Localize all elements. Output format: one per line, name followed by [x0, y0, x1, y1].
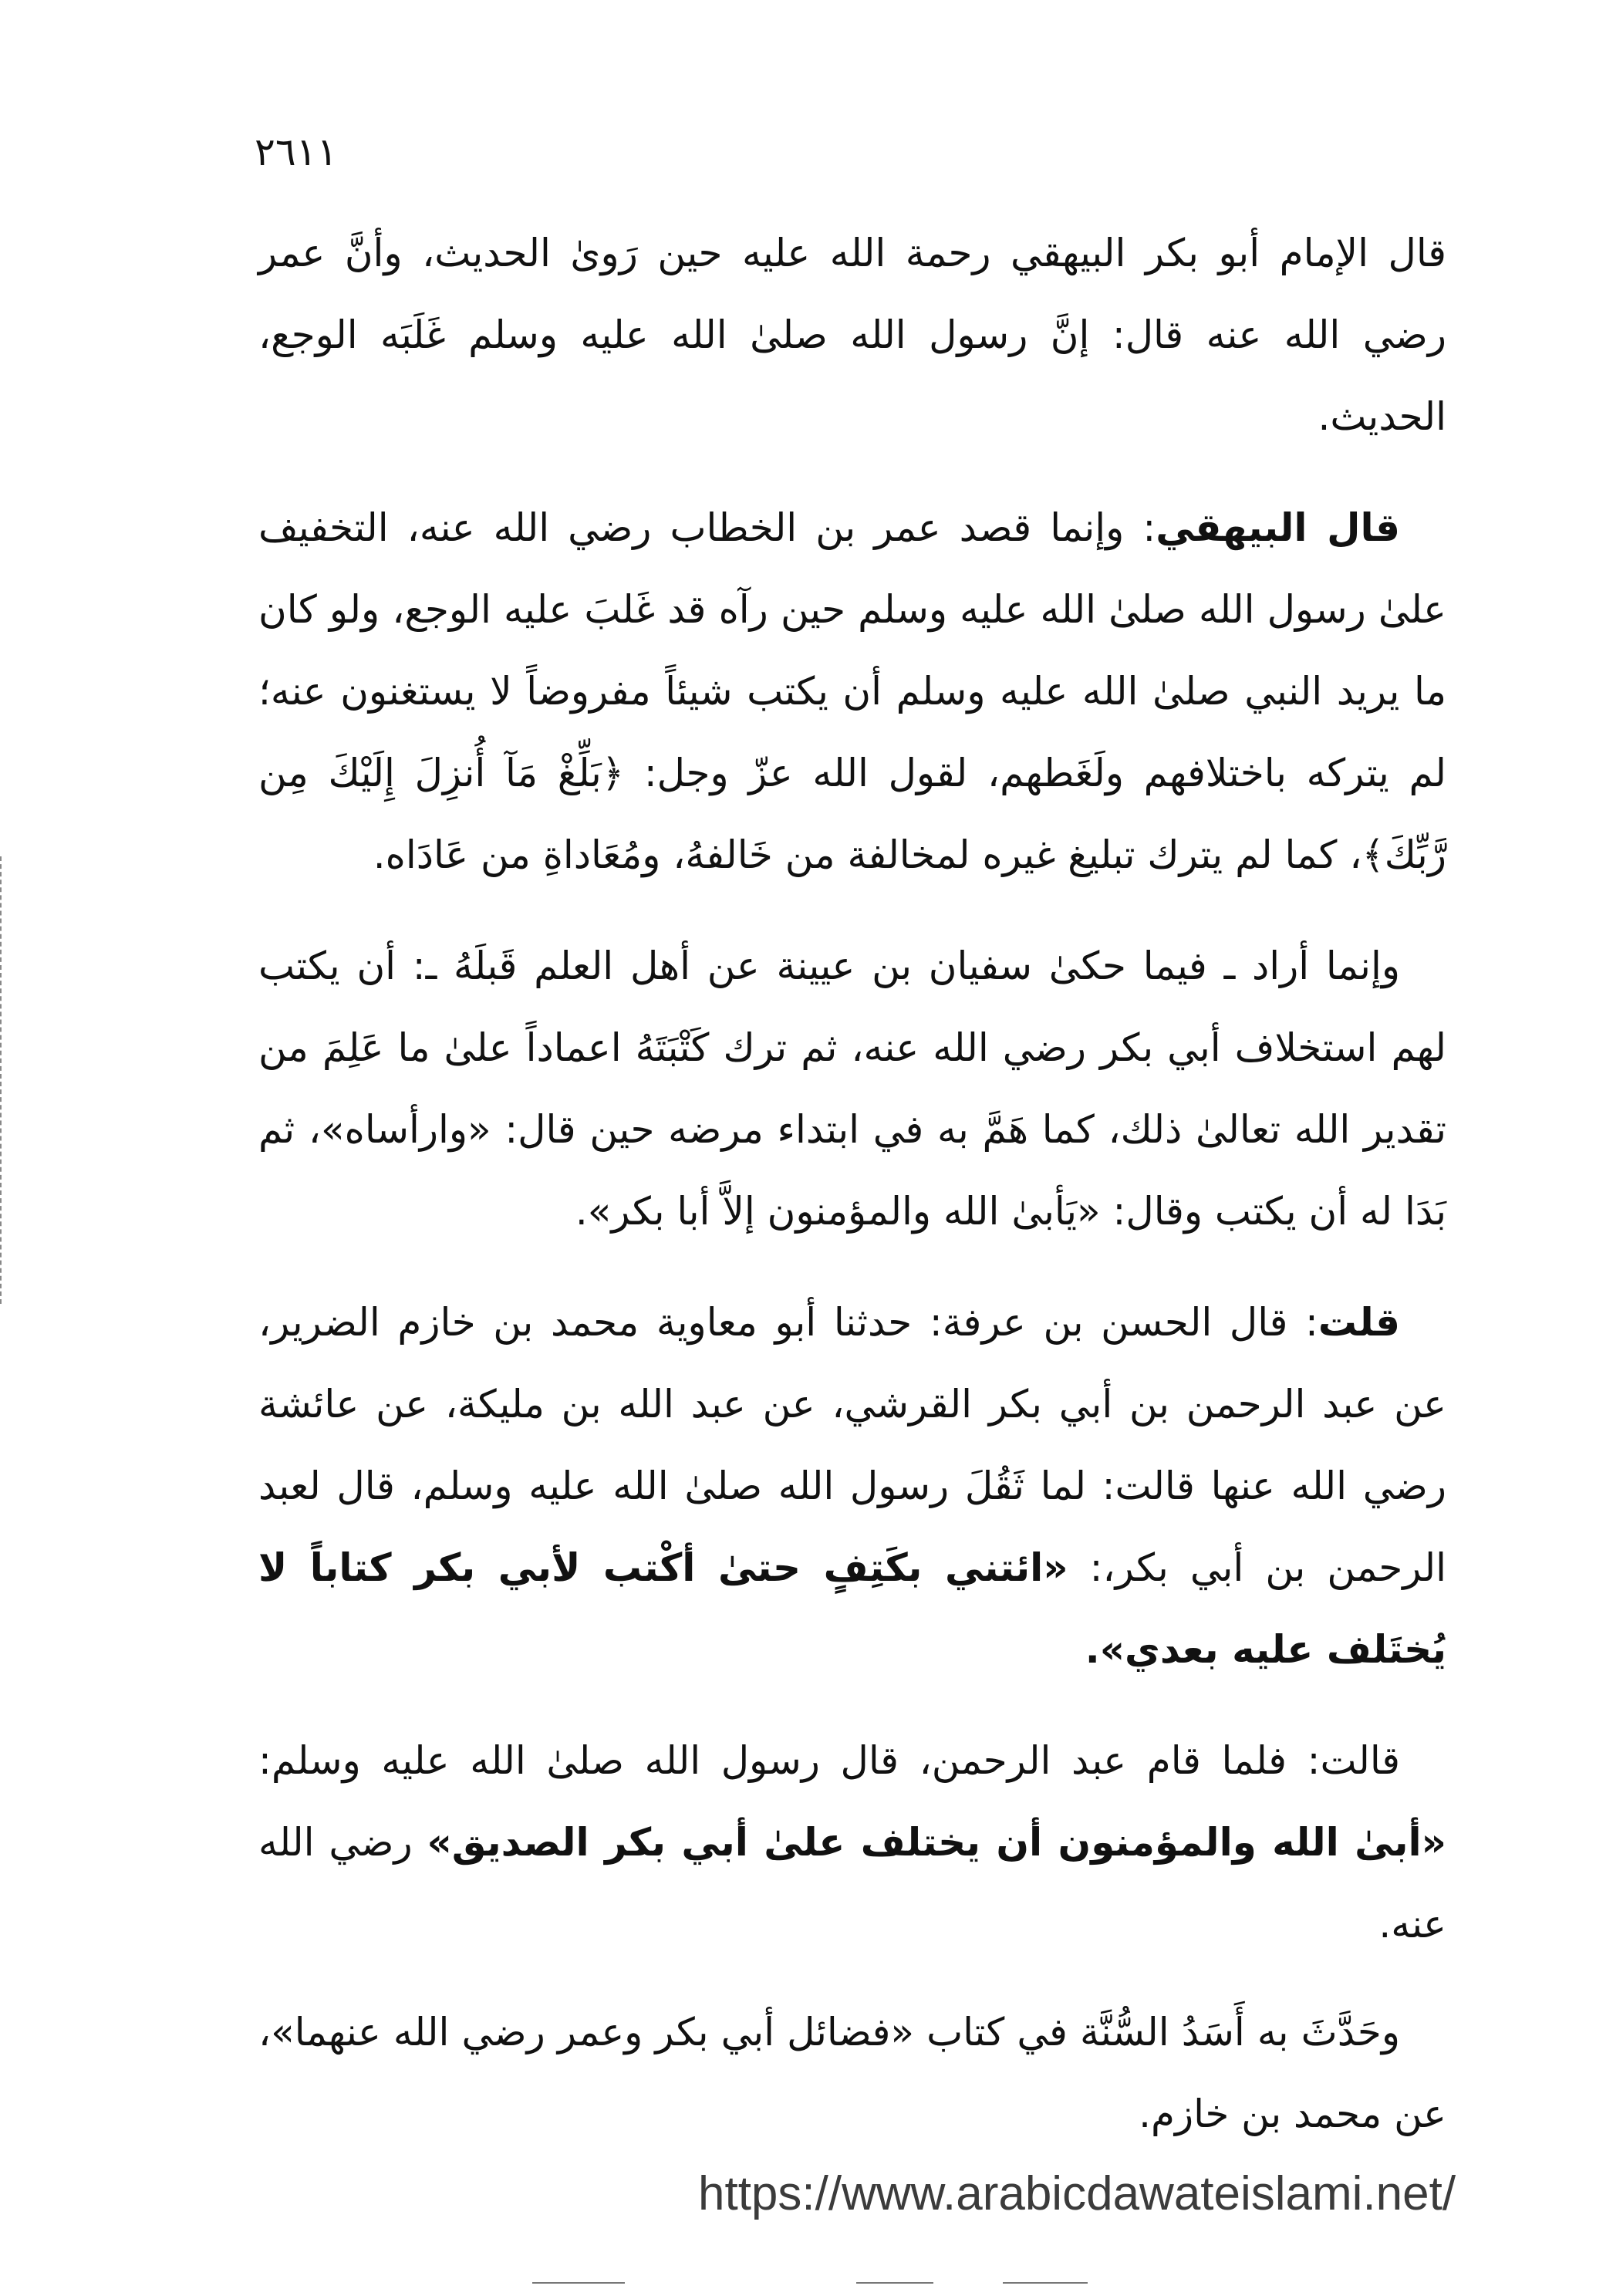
paragraph-1 — [258, 212, 1446, 458]
paragraph-text: قال الإمام أبو بكر البيهقي رحمة الله عليه حين رَوىٰ الحديث، وأنَّ عمر رضي الله عنه قال: إنَّ رسول الله صلىٰ الله عليه وسلم غَلَبَه الوجع، الحديث. — [258, 231, 1446, 439]
paragraph-3 — [258, 925, 1446, 1252]
paragraph-label: قلت — [1318, 1300, 1400, 1345]
paragraph-tail: رضي الله عنه. — [258, 1820, 1446, 1947]
hadith-quote: «أبىٰ الله والمؤمنون أن يختلف علىٰ أبي بكر الصديق» — [427, 1820, 1446, 1865]
paragraph-text: : وإنما قصد عمر بن الخطاب رضي الله عنه، التخفيف علىٰ رسول الله صلىٰ الله عليه وسلم حين رآه قد غَلبَ عليه الوجع، ولو كان ما يريد النبي صلىٰ الله عليه وسلم أن يكتب شيئاً مفروضاً لا يستغنون عنه؛ لم يتركه باختلافهم ولَغَطهم، لقول الله عزّ وجل: ﴿بَلِّغْ مَآ أُنزِلَ إِلَيْكَ مِن رَّبِّكَ﴾، كما لم يترك تبليغ غيره لمخالفة من خَالفهُ، ومُعَاداةِ من عَادَاه. — [258, 505, 1446, 877]
paragraph-text: : قال الحسن بن عرفة: حدثنا أبو معاوية محمد بن خازم الضرير، عن عبد الرحمن بن أبي بكر القرشي، عن عبد الله بن مليكة، عن عائشة رضي الله عنها قالت: لما ثَقُلَ رسول الله صلىٰ الله عليه وسلم، قال لعبد الرحمن بن أبي بكر،: — [258, 1300, 1446, 1590]
paragraph-text: وإنما أراد ـ فيما حكىٰ سفيان بن عيينة عن أهل العلم قَبلَهُ ـ: أن يكتب لهم استخلاف أبي بكر رضي الله عنه، ثم ترك كَتْبَتَهُ اعماداً علىٰ ما عَلِمَ من تقدير الله تعالىٰ ذلك، كما هَمَّ به في ابتداء مرضه حين قال: «وارأساه»، ثم بَدَا له أن يكتب وقال: «يَأبىٰ الله والمؤمنون إلاَّ أبا بكر». — [258, 944, 1446, 1234]
page-number: ٢٦١١ — [255, 130, 338, 174]
paragraph-4 — [258, 1281, 1446, 1690]
paragraph-text: قالت: فلما قام عبد الرحمن، قال رسول الله صلىٰ الله عليه وسلم: — [258, 1738, 1400, 1783]
paragraph-text: وحَدَّثَ به أَسَدُ السُّنَّة في كتاب «فضائل أبي بكر وعمر رضي الله عنهما»، عن محمد بن خازم. — [258, 2010, 1446, 2136]
scan-edge-line — [1003, 2282, 1088, 2284]
scan-edge-line — [532, 2282, 625, 2284]
page-body — [258, 212, 1446, 2184]
footer-url: https://www.arabicdawateislami.net/ — [698, 2167, 1456, 2220]
binding-edge-marks — [0, 856, 8, 1304]
paragraph-2 — [258, 487, 1446, 896]
paragraph-5 — [258, 1720, 1446, 1965]
paragraph-label: قال البيهقي — [1156, 505, 1400, 550]
hadith-quote: «ائتني بكَتِفٍ حتىٰ أكْتب لأبي بكر كتاباً لا يُختَلف عليه بعدي». — [258, 1545, 1446, 1672]
paragraph-6 — [258, 1991, 1446, 2155]
scan-edge-line — [856, 2282, 933, 2284]
